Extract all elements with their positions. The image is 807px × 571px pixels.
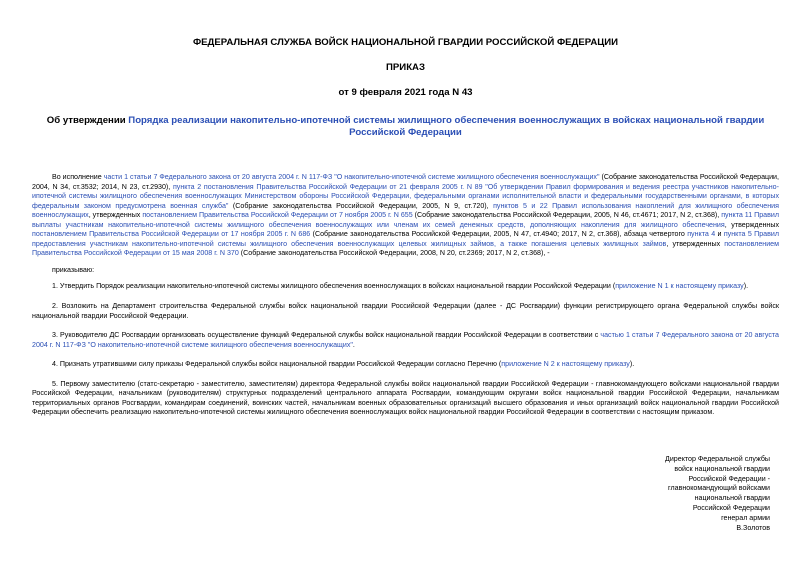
link-decree-89[interactable]: пункта 2 постановления Правительства Российской Федерации от 21 февраля 2005 г. N 89 "Об утверждении Правил формирования и ведения реестра участников накопительно-ипотечной системы жилищного обеспечения военнослужащих Министерством обороны Российской Федерации, федеральными органами исполнительной власти и федеральными государственными органами, в которых федеральным законом предусмотрена военная служба" (32, 182, 779, 210)
item-4-end: ). (629, 360, 635, 369)
doc-type: ПРИКАЗ (386, 62, 425, 73)
link-law-117fz-part1[interactable]: частью 1 статьи 7 Федерального закона от 20 августа 2004 г. N 117-ФЗ "О накопительно-ипотечной системе жилищного обеспечения военнослужащих" (32, 331, 779, 349)
item-3 (32, 331, 779, 350)
preamble-text-5: (Собрание законодательства Российской Федерации, 2005, N 46, ст.4671; 2017, N 2, ст.368), (412, 211, 722, 220)
agency-name: ФЕДЕРАЛЬНАЯ СЛУЖБА ВОЙСК НАЦИОНАЛЬНОЙ ГВАРДИИ РОССИЙСКОЙ ФЕДЕРАЦИИ (192, 37, 619, 48)
link-rules-5-22[interactable]: пунктов 5 и 22 Правил использования накоплений для жилищного обеспечения военнослужащих (32, 201, 779, 220)
item-4-text: 4. Признать утратившими силу приказы Федеральной службы войск национальной гвардии Российской Федерации согласно Перечню ( (52, 360, 502, 369)
link-appendix-2[interactable]: приложение N 2 к настоящему приказу (501, 360, 630, 369)
item-1 (32, 282, 779, 292)
signature-line: Директор Федеральной службы (665, 455, 770, 463)
title-link[interactable]: Порядка реализации накопительно-ипотечной системы жилищного обеспечения военнослужащих в войсках национальной гвардии Российской Федерации (128, 115, 765, 138)
preamble-text-2: (Собрание законодательства Российской Федерации, 2004, N 34, ст.3532; 2014, N 23, ст.2930), (32, 173, 779, 191)
doc-title (32, 115, 779, 139)
link-point-5[interactable]: пункта 5 Правил предоставления участникам накопительно-ипотечной системы жилищного обеспечения военнослужащих целевых жилищных займов, а также погашения целевых жилищных займов (32, 230, 779, 248)
preamble-text-8: и (715, 230, 724, 239)
item-1-end: ). (743, 282, 749, 291)
signature-line: главнокомандующий войсками (668, 484, 770, 493)
preamble-text-4: , утвержденных (88, 211, 143, 220)
signature-line: Российской Федерации (692, 503, 770, 512)
preamble-text-1: Во исполнение (52, 173, 104, 181)
signature-name: В.Золотов (736, 523, 770, 532)
preamble-text-10: (Собрание законодательства Российской Федерации, 2008, N 20, ст.2369; 2017, N 2, ст.368), - (238, 249, 550, 258)
item-1-text: 1. Утвердить Порядок реализации накопительно-ипотечной системы жилищного обеспечения военнослужащих в войсках национальной гвардии Российской Федерации ( (52, 282, 616, 291)
signature-line: генерал армии (721, 513, 770, 522)
preamble (32, 173, 779, 259)
link-decree-655[interactable]: постановлением Правительства Российской Федерации от 7 ноября 2005 г. N 655 (142, 211, 413, 220)
doc-date-number: от 9 февраля 2021 года N 43 (338, 87, 473, 98)
doc-body (32, 173, 779, 418)
item-5: 5. Первому заместителю (статс-секретарю - заместителю, заместителям) директора Федеральной службы войск национальной гвардии Российской Федерации - главнокомандующего войсками национальной гвардии Российской Федерации, начальникам (руководителям) структурных подразделений центрального аппарата Росгвардии, командующим округами войск национальной гвардии Российской Федерации, начальникам территориальных органов Росгвардии, командирам соединений, воинских частей, начальникам военных образовательных организаций высшего образования и иных организаций войск национальной гвардии Российской Федерации обеспечить реализацию накопительно-ипотечной системы жилищного обеспечения военнослужащих войск национальной гвардии Российской Федерации в соответствии с настоящим приказом. (32, 379, 779, 417)
link-decree-686[interactable]: постановлением Правительства Российской Федерации от 17 ноября 2005 г. N 686 (32, 230, 311, 239)
link-point-4[interactable]: пункта 4 (687, 230, 716, 239)
preamble-text-6: , утвержденных (724, 220, 779, 229)
signature-line: национальной гвардии (694, 494, 770, 503)
order-word: приказываю: (52, 265, 95, 274)
item-4 (32, 360, 779, 370)
link-decree-370[interactable]: постановлением Правительства Российской Федерации от 15 мая 2008 г. N 370 (32, 239, 779, 258)
signature-block (665, 455, 770, 533)
preamble-text-7: (Собрание законодательства Российской Федерации, 2005, N 47, ст.4940; 2017, N 2, ст.368), абзаца четвертого (310, 230, 688, 239)
link-appendix-1[interactable]: приложение N 1 к настоящему приказу (615, 282, 744, 291)
item-3-end: . (352, 340, 355, 349)
preamble-text-3: (Собрание законодательства Российской Федерации, 2005, N 9, ст.720), (228, 201, 494, 210)
item-3-text: 3. Руководителю ДС Росгвардии организовать осуществление функций Федеральной службы войск национальной гвардии Российской Федерации в соответствии с (52, 331, 601, 340)
signature-line: войск национальной гвардии (674, 464, 770, 473)
link-law-117fz[interactable]: части 1 статьи 7 Федерального закона от 20 августа 2004 г. N 117-ФЗ "О накопительно-ипотечной системе жилищного обеспечения военнослужащих" (103, 173, 600, 181)
signature-line: Российской Федерации - (688, 474, 770, 483)
item-2: 2. Возложить на Департамент строительства Федеральной службы войск национальной гвардии Российской Федерации (далее - ДС Росгвардии) функции регистрирующего органа Федеральной службы войск национальной гвардии Российской Федерации. (32, 302, 779, 320)
link-rules-11[interactable]: пункта 11 Правил выплаты участникам накопительно-ипотечной системы жилищного обеспечения военнослужащих или членам их семей денежных средств, дополняющих накопления для жилищного обеспечения (32, 211, 779, 229)
preamble-text-9: , утвержденных (666, 239, 725, 248)
title-prefix: Об утверждении (46, 115, 129, 126)
